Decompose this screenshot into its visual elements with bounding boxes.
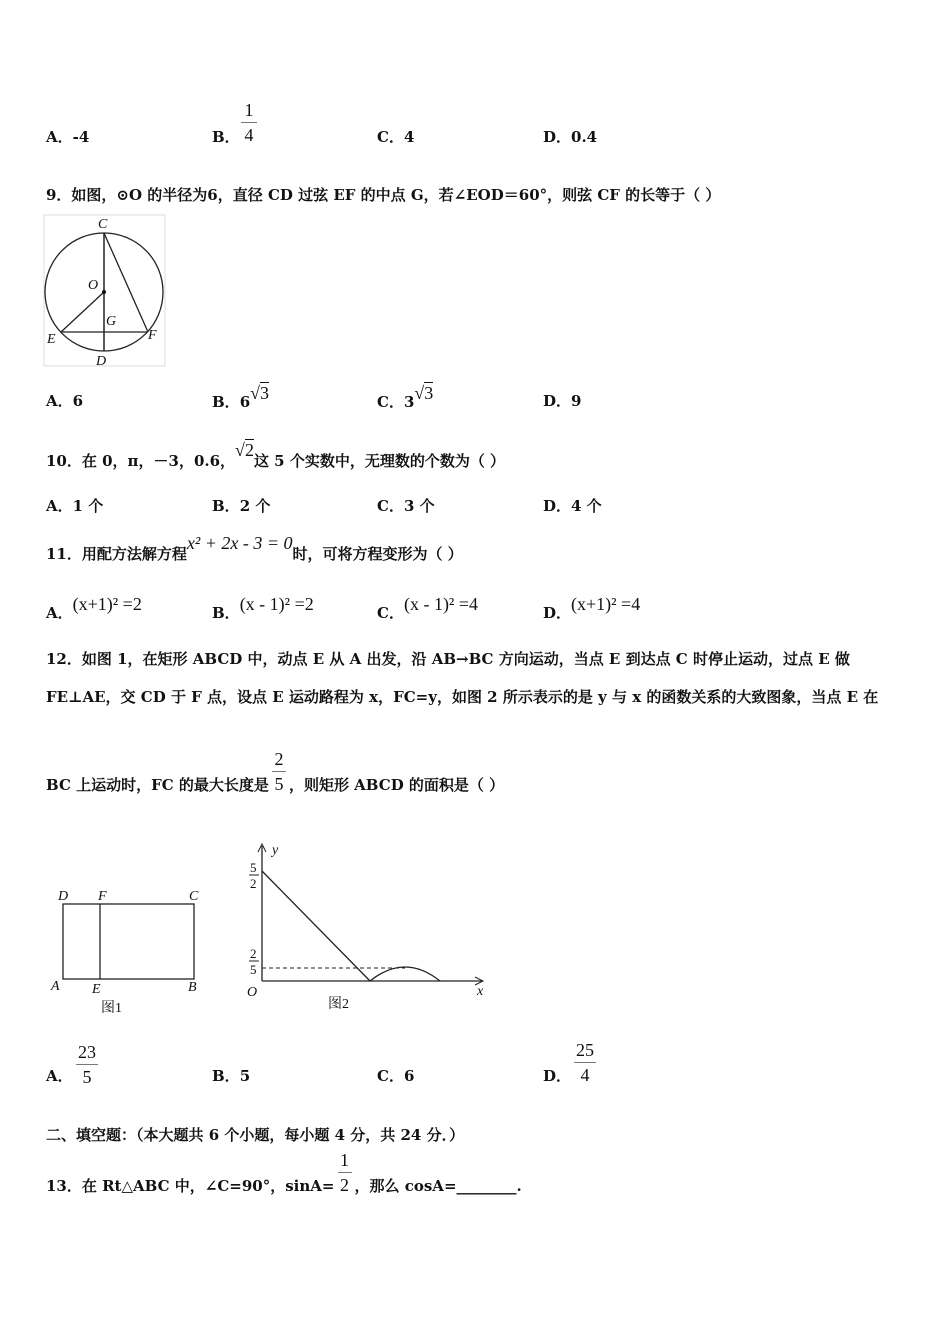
q12-option-d-label: D． [543, 1067, 572, 1085]
fig2-label-x: x [477, 984, 484, 999]
q8-option-a: A．-4 [46, 128, 90, 146]
q9-question-text: 9．如图，⊙O 的半径为6，直径 CD 过弦 EF 的中点 G，若∠EOD＝60°，则弦 CF 的长等于（ ） [46, 186, 721, 204]
fig2-y1-den: 2 [250, 876, 257, 891]
q13-question [46, 1150, 522, 1195]
q10-option-b: B．2 个 [212, 497, 271, 515]
q10-question-text: 10．在 0，π，－3，0.6，√2这 5 个实数中，无理数的个数为（ ） [46, 440, 506, 470]
fig2-label-o: O [247, 985, 258, 1000]
q13-text-before: 13．在 Rt△ABC 中，∠C=90°，sinA= [46, 1177, 335, 1195]
label-f: F [148, 328, 157, 343]
fig2-y2-den: 5 [250, 962, 257, 977]
fig2-caption: 图2 [328, 997, 349, 1012]
q11-option-b: B．(x - 1)² =2 [212, 594, 314, 622]
q12-figure2-graph [240, 838, 490, 1018]
q9-option-a: A．6 [46, 392, 84, 410]
q12-fraction: 2 5 [272, 749, 286, 794]
q12-text-line1: 12．如图 1，在矩形 ABCD 中，动点 E 从 A 出发，沿 AB→BC 方向运动，当点 E 到达点 C 时停止运动，过点 E 做 [46, 650, 850, 668]
q9-option-c: C．3√3 [377, 383, 434, 411]
q9-option-b: B．6√3 [212, 383, 270, 411]
q12-option-b: B．5 [212, 1067, 251, 1085]
label-d: D [96, 354, 107, 369]
q12-text-line2: FE⊥AE，交 CD 于 F 点，设点 E 运动路程为 x，FC=y，如图 2 所示表示的是 y 与 x 的函数关系的大致图象，当点 E 在 [46, 688, 879, 706]
q10-option-c: C．3 个 [377, 497, 435, 515]
q12-option-c: C．6 [377, 1067, 415, 1085]
label-o: O [88, 278, 99, 293]
fig1-label-e: E [92, 982, 101, 997]
fig1-label-c: C [189, 889, 199, 904]
label-e: E [47, 332, 56, 347]
q10-option-a: A．1 个 [46, 497, 104, 515]
q12-option-a-label: A． [46, 1067, 73, 1085]
q13-text-after: ，那么 cosA=________. [354, 1177, 522, 1195]
q12-option-a-fraction: 23 5 [78, 1042, 96, 1087]
q13-fraction: 1 2 [338, 1150, 352, 1195]
q12-text-line3-after: ，则矩形 ABCD 的面积是（ ） [288, 776, 505, 794]
q11-option-d: D．(x+1)² =4 [543, 594, 641, 622]
fig1-label-d: D [58, 889, 69, 904]
fig2-y2-num: 2 [250, 946, 257, 961]
fig1-label-b: B [188, 980, 197, 995]
q9-option-d: D．9 [543, 392, 582, 410]
q12-option-d-fraction: 25 4 [576, 1040, 594, 1085]
q8-option-b-label: B． [212, 128, 240, 146]
q8-option-b-fraction: 1 4 [241, 100, 257, 145]
q8-option-d: D．0.4 [543, 128, 598, 146]
q9-circle-figure [44, 215, 166, 367]
q11-question-text: 11．用配方法解方程x² + 2x - 3 = 0时，可将方程变形为（ ） [46, 533, 463, 563]
fig1-caption: 图1 [101, 1001, 122, 1016]
fig2-label-y: y [272, 843, 279, 858]
q11-equation: x² + 2x - 3 = 0 [186, 533, 293, 553]
q12-figure1-rectangle [48, 880, 218, 1020]
q11-option-c: C．(x - 1)² =4 [377, 594, 478, 622]
q12-text-line3 [46, 749, 504, 794]
fig1-label-a: A [51, 979, 60, 994]
descending-segment [262, 871, 370, 981]
arc-segment [370, 967, 440, 981]
q8-option-c: C．4 [377, 128, 415, 146]
q12-text-line3-before: BC 上运动时，FC 的最大长度是 [46, 776, 269, 794]
q11-option-a: A．(x+1)² =2 [46, 594, 142, 622]
fig2-y1-num: 5 [250, 860, 257, 875]
label-c: C [98, 217, 108, 232]
q10-option-d: D．4 个 [543, 497, 602, 515]
section2-heading: 二、填空题：（本大题共 6 个小题，每小题 4 分，共 24 分．） [46, 1126, 465, 1144]
fig1-label-f: F [98, 889, 107, 904]
label-g: G [106, 314, 117, 329]
